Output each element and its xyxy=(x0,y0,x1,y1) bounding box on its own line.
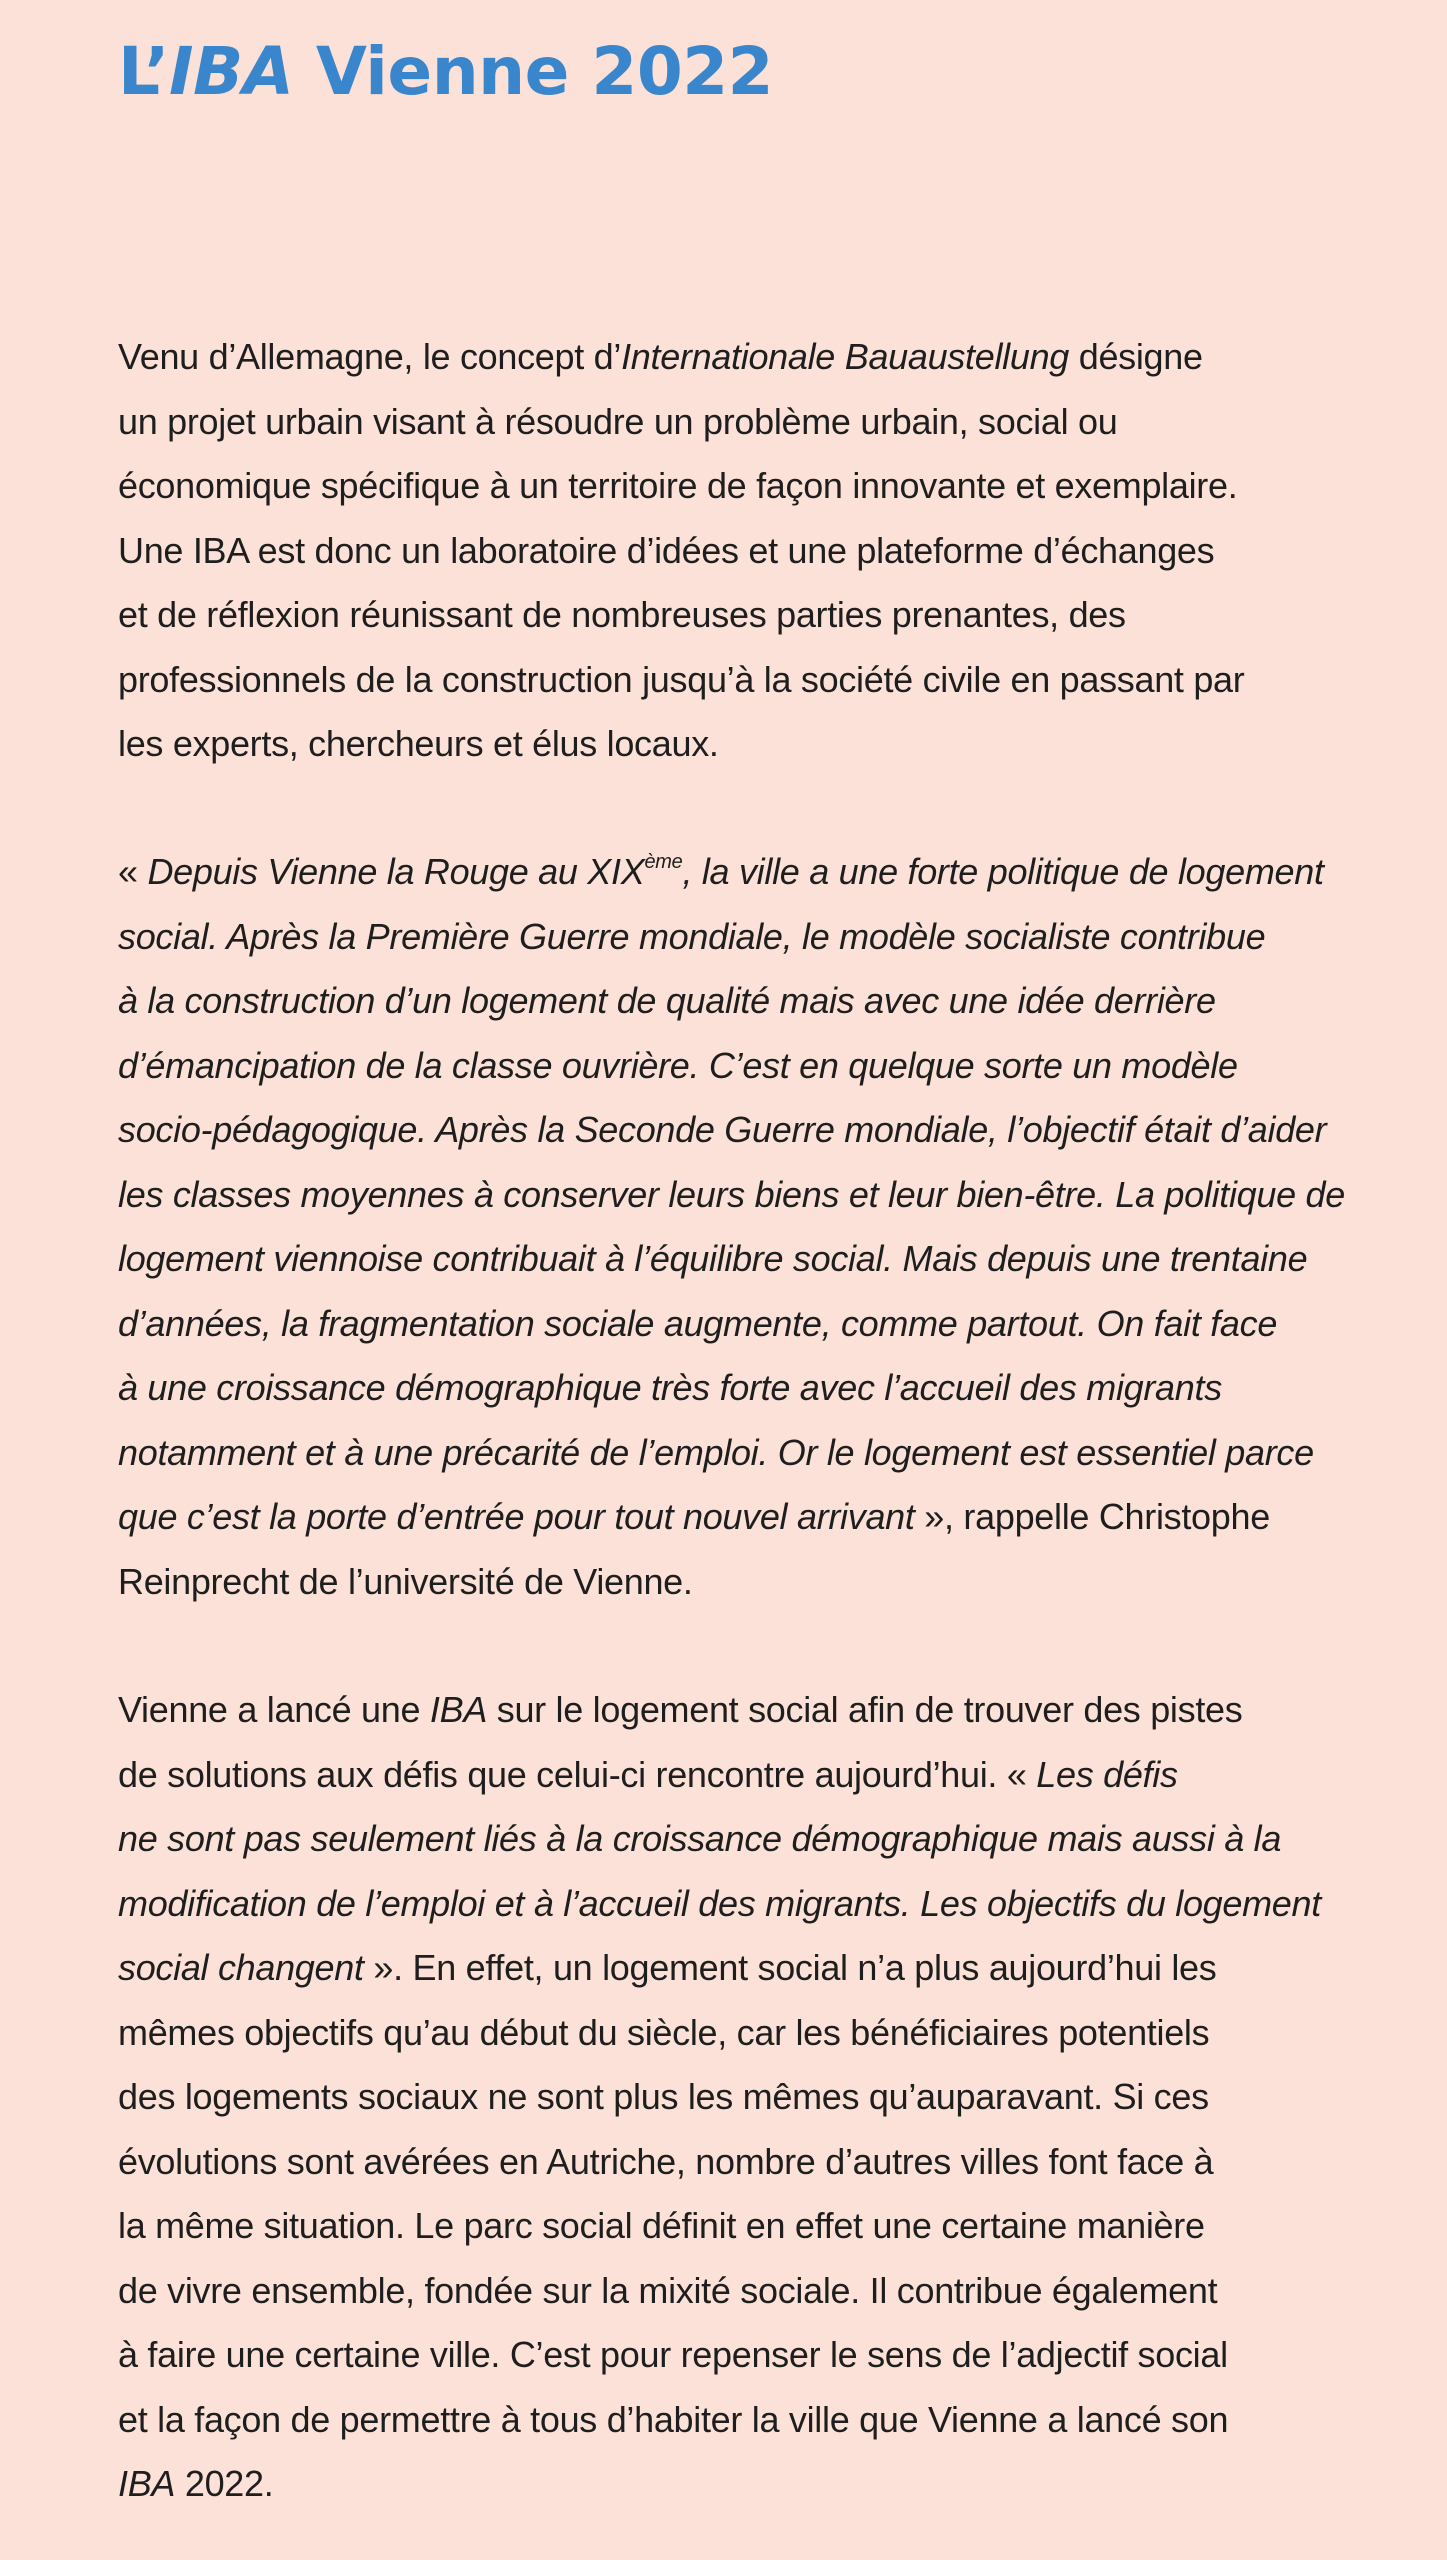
text-line: les classes moyennes à conserver leurs biens et leur bien-être. La politique de xyxy=(118,1173,1345,1215)
paragraph-conclusion xyxy=(118,1678,1380,2517)
text-line: évolutions sont avérées en Autriche, nombre d’autres villes font face à xyxy=(118,2140,1214,2182)
text-line: et la façon de permettre à tous d’habiter la ville que Vienne a lancé son xyxy=(118,2398,1229,2440)
text-line: de vivre ensemble, fondée sur la mixité sociale. Il contribue également xyxy=(118,2269,1218,2311)
paragraph-intro xyxy=(118,325,1380,777)
text-line: Reinprecht de l’université de Vienne. xyxy=(118,1560,693,1602)
text-line: à la construction d’un logement de qualité mais avec une idée derrière xyxy=(118,980,1216,1021)
title-suffix: Vienne 2022 xyxy=(293,33,774,110)
text-line: ne sont pas seulement liés à la croissance démographique mais aussi à la xyxy=(118,1818,1282,1859)
title-iba: IBA xyxy=(168,33,294,110)
text-line: à une croissance démographique très forte avec l’accueil des migrants xyxy=(118,1367,1222,1408)
title-prefix: L’ xyxy=(118,33,169,110)
text-line: Vienne a lancé une IBA sur le logement social afin de trouver des pistes xyxy=(118,1689,1243,1730)
text-line: de solutions aux défis que celui-ci rencontre aujourd’hui. « Les défis xyxy=(118,1753,1178,1795)
text-line: Venu d’Allemagne, le concept d’Internationale Bauaustellung désigne xyxy=(118,336,1203,377)
text-line: et de réflexion réunissant de nombreuses parties prenantes, des xyxy=(118,594,1126,635)
text-line: Une IBA est donc un laboratoire d’idées et une plateforme d’échanges xyxy=(118,529,1215,571)
text-line: que c’est la porte d’entrée pour tout nouvel arrivant », rappelle Christophe xyxy=(118,1496,1270,1537)
text-line: un projet urbain visant à résoudre un problème urbain, social ou xyxy=(118,400,1118,442)
text-line: à faire une certaine ville. C’est pour repenser le sens de l’adjectif social xyxy=(118,2334,1228,2375)
text-line: les experts, chercheurs et élus locaux. xyxy=(118,723,719,764)
text-line: la même situation. Le parc social définit en effet une certaine manière xyxy=(118,2205,1205,2246)
text-line: social. Après la Première Guerre mondiale, le modèle socialiste contribue xyxy=(118,915,1266,957)
text-line: « Depuis Vienne la Rouge au XIXème, la ville a une forte politique de logement xyxy=(118,851,1324,892)
text-line: d’émancipation de la classe ouvrière. C’est en quelque sorte un modèle xyxy=(118,1044,1238,1086)
text-line: professionnels de la construction jusqu’à la société civile en passant par xyxy=(118,658,1245,700)
text-line: mêmes objectifs qu’au début du siècle, car les bénéficiaires potentiels xyxy=(118,2011,1210,2053)
text-line: logement viennoise contribuait à l’équilibre social. Mais depuis une trentaine xyxy=(118,1238,1308,1279)
page-title xyxy=(118,30,773,114)
text-line: socio-pédagogique. Après la Seconde Guerre mondiale, l’objectif était d’aider xyxy=(118,1109,1327,1150)
text-line: modification de l’emploi et à l’accueil des migrants. Les objectifs du logement xyxy=(118,1882,1321,1924)
text-line: des logements sociaux ne sont plus les mêmes qu’auparavant. Si ces xyxy=(118,2076,1209,2117)
text-line: notamment et à une précarité de l’emploi. Or le logement est essentiel parce xyxy=(118,1431,1314,1473)
text-line: économique spécifique à un territoire de façon innovante et exemplaire. xyxy=(118,465,1238,506)
paragraph-quote xyxy=(118,840,1380,1614)
text-line: social changent ». En effet, un logement social n’a plus aujourd’hui les xyxy=(118,1947,1217,1988)
text-line: IBA 2022. xyxy=(118,2463,274,2504)
text-line: d’années, la fragmentation sociale augmente, comme partout. On fait face xyxy=(118,1302,1278,1344)
